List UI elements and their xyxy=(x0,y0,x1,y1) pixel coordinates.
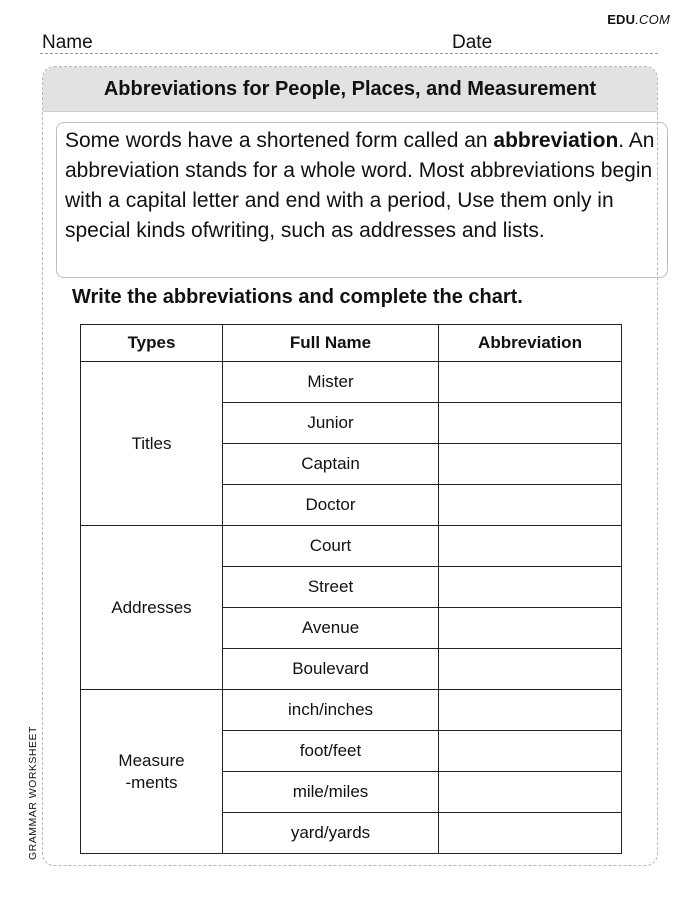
full-name-cell: mile/miles xyxy=(223,772,439,813)
full-name-cell: Mister xyxy=(223,362,439,403)
type-addresses xyxy=(81,526,223,690)
full-name-cell: yard/yards xyxy=(223,813,439,854)
worksheet-header xyxy=(43,67,657,112)
abbreviation-cell[interactable] xyxy=(439,567,622,608)
type-label-line2: -ments xyxy=(125,772,178,792)
full-name-cell: inch/inches xyxy=(223,690,439,731)
brand-suffix: .COM xyxy=(635,12,670,27)
name-date-line xyxy=(40,53,658,54)
full-name-cell: Doctor xyxy=(223,485,439,526)
intro-keyword: abbreviation xyxy=(493,129,619,152)
type-label: Addresses xyxy=(111,597,192,617)
worksheet-title: Abbreviations for People, Places, and Measurement xyxy=(103,78,597,100)
full-name-cell: Street xyxy=(223,567,439,608)
full-name-cell: Captain xyxy=(223,444,439,485)
full-name-cell: Court xyxy=(223,526,439,567)
abbreviation-cell[interactable] xyxy=(439,444,622,485)
brand-logo xyxy=(607,12,670,27)
chart-header-row xyxy=(81,325,622,362)
table-row xyxy=(81,362,622,403)
abbreviation-cell[interactable] xyxy=(439,362,622,403)
header-abbreviation: Abbreviation xyxy=(439,325,622,362)
type-measurements xyxy=(81,690,223,854)
full-name-cell: Junior xyxy=(223,403,439,444)
abbreviation-cell[interactable] xyxy=(439,690,622,731)
intro-text-part2: . An abbreviation stands for a whole word. Most abbreviations begin with a capital letter and end with a period, Use them only in special kinds ofwriting, such as addresses and lists. xyxy=(65,129,655,242)
abbreviation-cell[interactable] xyxy=(439,485,622,526)
intro-text-part1: Some words have a shortened form called an xyxy=(65,129,494,152)
side-label: GRAMMAR WORKSHEET xyxy=(27,726,39,860)
abbreviation-cell[interactable] xyxy=(439,403,622,444)
full-name-cell: foot/feet xyxy=(223,731,439,772)
type-label: Titles xyxy=(131,433,172,453)
table-row xyxy=(81,690,622,731)
abbreviation-cell[interactable] xyxy=(439,813,622,854)
abbreviation-cell[interactable] xyxy=(439,772,622,813)
full-name-cell: Avenue xyxy=(223,608,439,649)
abbreviation-chart xyxy=(80,324,622,854)
name-label: Name xyxy=(42,32,93,53)
date-label: Date xyxy=(452,32,493,53)
abbreviation-cell[interactable] xyxy=(439,526,622,567)
type-titles xyxy=(81,362,223,526)
instruction-text: Write the abbreviations and complete the chart. xyxy=(72,286,523,308)
abbreviation-cell[interactable] xyxy=(439,731,622,772)
abbreviation-cell[interactable] xyxy=(439,649,622,690)
abbreviation-cell[interactable] xyxy=(439,608,622,649)
intro-box xyxy=(56,122,668,278)
header-full-name: Full Name xyxy=(223,325,439,362)
brand-bold: EDU xyxy=(607,12,636,27)
table-row xyxy=(81,526,622,567)
name-date-row xyxy=(40,30,658,52)
header-types: Types xyxy=(81,325,223,362)
type-label-line1: Measure xyxy=(118,750,185,770)
full-name-cell: Boulevard xyxy=(223,649,439,690)
